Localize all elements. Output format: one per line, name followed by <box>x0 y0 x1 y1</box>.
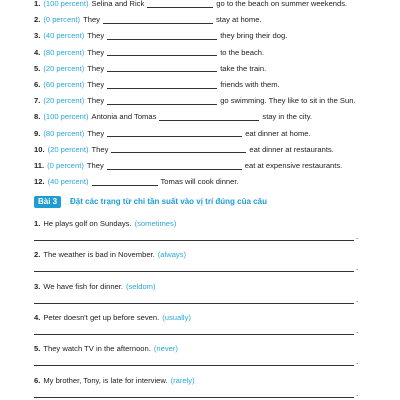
answer-line[interactable] <box>34 303 354 304</box>
sentence-end: eat dinner at home. <box>245 128 311 138</box>
answer-blank[interactable] <box>92 177 158 186</box>
item-number: 9. <box>34 128 41 138</box>
frequency-hint: (20 percent) <box>43 96 85 106</box>
frequency-hint: (40 percent) <box>43 31 85 41</box>
item-number: 12. <box>34 177 45 187</box>
item-number: 4. <box>34 47 41 57</box>
item-number: 8. <box>34 112 41 122</box>
exercise-item <box>34 111 312 123</box>
item-number: 2. <box>34 250 41 260</box>
answer-line[interactable] <box>34 240 354 241</box>
sentence-end: Tomas will cook dinner. <box>160 177 239 187</box>
question-item <box>34 281 156 293</box>
sentence-end: stay in the city. <box>262 112 313 122</box>
sentence-end: go to the beach on summer weekends. <box>216 0 348 8</box>
sentence-start: They <box>87 31 105 41</box>
frequency-hint: (80 percent) <box>43 128 85 138</box>
question-item <box>34 218 176 230</box>
answer-blank[interactable] <box>107 31 217 40</box>
section-title: Đặt các trạng từ chỉ tần suất vào vị trí đúng của câu <box>70 197 267 206</box>
sentence-start: They <box>87 128 105 138</box>
answer-blank[interactable] <box>107 96 217 105</box>
exercise-item <box>34 160 342 172</box>
answer-blank[interactable] <box>107 161 242 170</box>
item-number: 6. <box>34 80 41 89</box>
question-text: We have fish for dinner. <box>43 281 123 291</box>
sentence-start: They <box>83 15 100 25</box>
answer-blank[interactable] <box>103 15 213 24</box>
item-number: 5. <box>34 344 41 354</box>
answer-blank[interactable] <box>159 112 259 121</box>
frequency-hint: (80 percent) <box>43 47 85 57</box>
question-text: He plays golf on Sundays. <box>43 219 132 228</box>
frequency-hint: (0 percent) <box>43 15 81 25</box>
frequency-hint: (0 percent) <box>47 161 84 170</box>
frequency-hint: (20 percent) <box>43 63 85 73</box>
adverb-hint: (sometimes) <box>134 219 177 228</box>
frequency-hint: (60 percent) <box>43 80 85 89</box>
adverb-hint: (rarely) <box>170 375 195 385</box>
exercise-item <box>34 47 264 59</box>
exercise-item <box>34 14 262 26</box>
frequency-hint: (100 percent) <box>43 0 89 8</box>
question-text: My brother, Tony, is late for interview. <box>43 375 168 385</box>
item-number: 5. <box>34 63 41 73</box>
answer-period: . <box>356 294 359 304</box>
item-number: 4. <box>34 312 41 322</box>
exercise-item <box>34 144 334 156</box>
answer-blank[interactable] <box>107 128 242 137</box>
answer-blank[interactable] <box>107 47 217 56</box>
section-badge: Bài 3 <box>34 196 61 208</box>
sentence-start: They <box>86 161 104 170</box>
question-text: The weather is bad in November. <box>43 250 155 260</box>
item-number: 10. <box>34 144 45 154</box>
frequency-hint: (40 percent) <box>47 177 89 187</box>
sentence-start: Antonia and Tomas <box>91 112 157 122</box>
exercise-item <box>34 128 311 140</box>
question-item <box>34 312 191 324</box>
exercise-item <box>34 63 266 75</box>
question-text: Peter doesn't get up before seven. <box>43 312 160 322</box>
sentence-start: They <box>87 47 105 57</box>
sentence-end: friends with them. <box>220 80 280 89</box>
answer-period: . <box>356 388 359 398</box>
item-number: 6. <box>34 375 41 385</box>
item-number: 3. <box>34 31 41 41</box>
item-number: 7. <box>34 96 41 106</box>
answer-period: . <box>356 263 359 273</box>
question-item <box>34 375 195 387</box>
sentence-end: take the train. <box>220 63 267 73</box>
frequency-hint: (100 percent) <box>43 112 89 122</box>
answer-period: . <box>356 325 359 335</box>
exercise-item <box>34 0 347 10</box>
answer-period: . <box>356 357 359 367</box>
answer-line[interactable] <box>34 397 354 398</box>
exercise-item <box>34 176 239 188</box>
item-number: 1. <box>34 219 41 228</box>
sentence-start: They <box>87 63 105 73</box>
sentence-end: eat dinner at restaurants. <box>249 144 334 154</box>
answer-blank[interactable] <box>107 80 217 89</box>
exercise-item <box>34 95 356 107</box>
sentence-end: they bring their dog. <box>220 31 288 41</box>
item-number: 11. <box>34 161 45 170</box>
sentence-start: They <box>87 80 105 89</box>
sentence-end: to the beach. <box>220 47 265 57</box>
adverb-hint: (usually) <box>162 312 191 322</box>
item-number: 2. <box>34 15 41 25</box>
sentence-end: stay at home. <box>215 15 262 25</box>
item-number: 3. <box>34 281 41 291</box>
sentence-start: Selina and Rick <box>91 0 145 8</box>
adverb-hint: (always) <box>157 250 187 260</box>
answer-blank[interactable] <box>111 144 246 153</box>
adverb-hint: (seldom) <box>125 281 156 291</box>
answer-line[interactable] <box>34 334 354 335</box>
sentence-end: eat at expensive restaurants. <box>244 161 343 170</box>
exercise-item <box>34 79 280 91</box>
answer-line[interactable] <box>34 271 354 272</box>
question-item <box>34 343 178 355</box>
exercise-item <box>34 30 287 42</box>
sentence-end: go swimming. They like to sit in the Sun. <box>220 96 356 106</box>
question-item <box>34 249 186 261</box>
answer-blank[interactable] <box>147 0 213 8</box>
item-number: 1. <box>34 0 41 8</box>
question-text: They watch TV in the afternoon. <box>43 344 151 354</box>
sentence-start: They <box>87 96 105 106</box>
frequency-hint: (20 percent) <box>47 144 89 154</box>
adverb-hint: (never) <box>153 344 178 354</box>
answer-blank[interactable] <box>107 63 217 72</box>
answer-line[interactable] <box>34 365 354 366</box>
sentence-start: They <box>91 144 109 154</box>
answer-period: . <box>356 232 359 241</box>
